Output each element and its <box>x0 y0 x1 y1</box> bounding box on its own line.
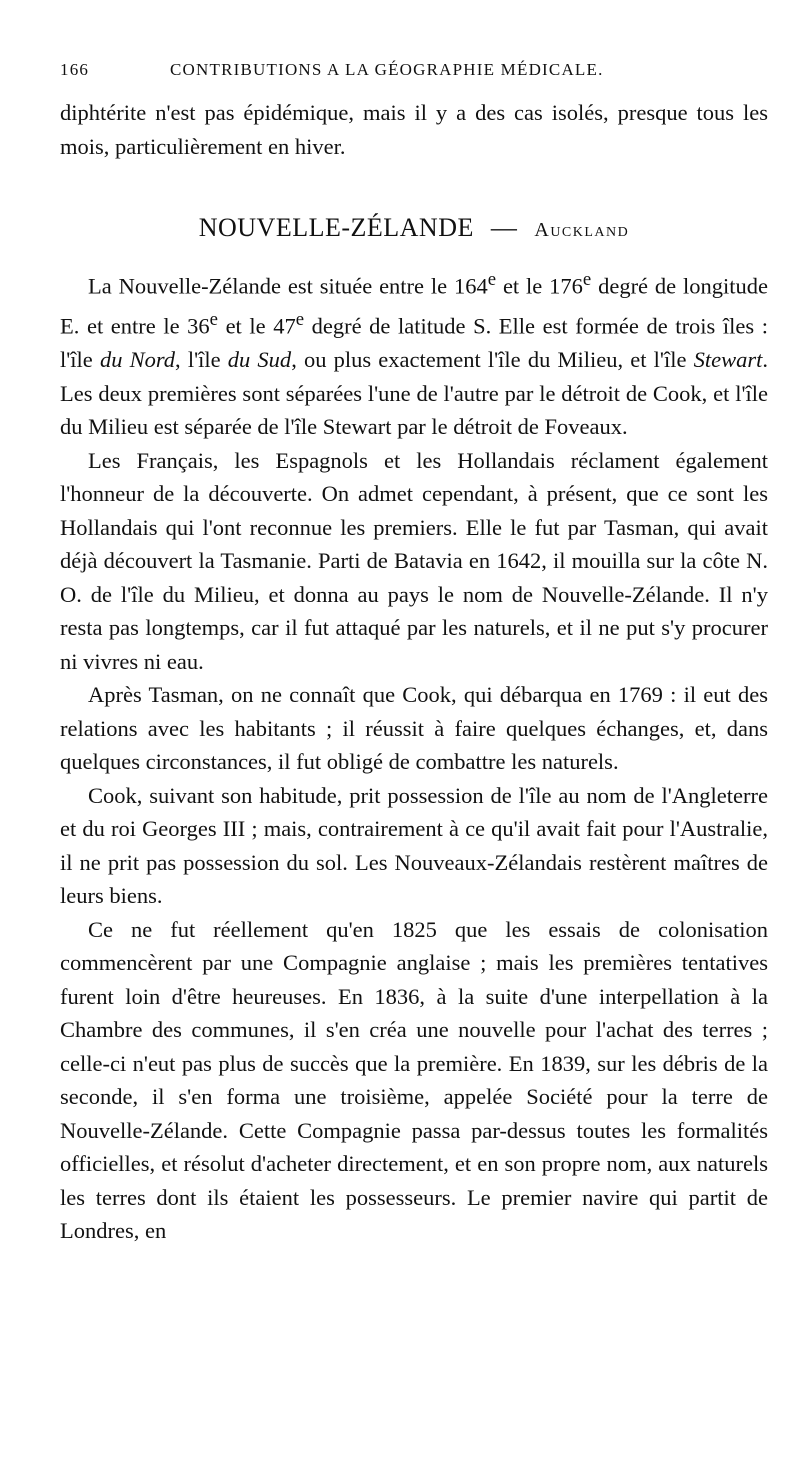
paragraph-3: Après Tasman, on ne connaît que Cook, qui débarqua en 1769 : il eut des relations avec les habitants ; il réussit à faire quelques échanges, et, dans quelques circonstances, il fut obligé de combattre les naturels. <box>60 682 768 774</box>
paragraph-1 <box>60 263 768 444</box>
p1-text-g: , ou plus exactement l'île du Milieu, et l'île <box>291 347 694 372</box>
section-separator: — <box>490 213 518 242</box>
paragraph-5: Ce ne fut réellement qu'en 1825 que les essais de colonisation commencèrent par une Compagnie anglaise ; mais les premières tentatives furent loin d'être heureuses. En 1836, à la suite d'une interpellation à la Chambre des communes, il s'en créa une nouvelle pour l'achat des terres ; celle-ci n'eut pas plus de succès que la première. En 1839, sur les débris de la seconde, il s'en forma une troisième, appelée Société pour la terre de Nouvelle-Zélande. Cette Compagnie passa par-dessus toutes les formalités officielles, et résolut d'acheter directement, et en son propre nom, aux naturels les terres dont ils étaient les possesseurs. Le premier navire qui partit de Londres, en <box>60 916 768 1243</box>
paragraph-2: Les Français, les Espagnols et les Hollandais réclament également l'honneur de la découverte. On admet cependant, à présent, que ce sont les Hollandais qui l'ont reconnue les premiers. Elle le fut par Tasman, qui avait déjà découvert la Tasmanie. Parti de Batavia en 1642, il mouilla sur la côte N. O. de l'île du Milieu, et donna au pays le nom de Nouvelle-Zélande. Il n'y resta pas longtemps, car il fut attaqué par les naturels, et il ne put s'y procurer ni vivres ni eau. <box>60 447 768 674</box>
section-heading <box>60 213 768 243</box>
p1-sup-2: e <box>582 269 592 290</box>
p1-italic-stewart: Stewart <box>693 347 763 372</box>
p1-text-h: . Les deux premières sont séparées l'une de l'autre par le détroit de Cook, et l'île du Milieu est séparée de l'île Stewart par le détroit de Foveaux. <box>60 347 768 439</box>
p1-italic-du-sud: du Sud <box>227 347 292 372</box>
p1-text-e: degré de latitude S. Elle est formée de trois îles : l'île <box>60 313 768 372</box>
p1-sup-1: e <box>487 269 497 290</box>
p1-sup-3: e <box>209 309 218 330</box>
p1-text-f: , l'île <box>175 347 228 372</box>
intro-paragraph: diphtérite n'est pas épidémique, mais il y a des cas isolés, presque tous les mois, particulièrement en hiver. <box>60 100 768 159</box>
page <box>60 60 768 1248</box>
p1-italic-du-nord: du Nord <box>99 347 176 372</box>
p1-text-d: et le 47 <box>217 313 296 339</box>
p1-sup-4: e <box>295 309 305 330</box>
section-place: Auckland <box>534 219 630 241</box>
paragraph-4: Cook, suivant son habitude, prit possession de l'île au nom de l'Angleterre et du roi Georges III ; mais, contrairement à ce qu'il avait fait pour l'Australie, il ne prit pas possession du sol. Les Nouveaux-Zélandais restèrent maîtres de leurs biens. <box>60 782 768 908</box>
page-number: 166 <box>60 60 90 79</box>
page-header <box>60 60 768 96</box>
p1-text-a: La Nouvelle-Zélande est située entre le 164 <box>88 273 488 299</box>
running-head: CONTRIBUTIONS A LA GÉOGRAPHIE MÉDICALE. <box>170 60 604 79</box>
section-title: NOUVELLE-ZÉLANDE <box>198 213 474 242</box>
body-text <box>60 263 768 1248</box>
p1-text-b: et le 176 <box>496 273 583 299</box>
p1-text-c: degré de longitude E. et entre le 36 <box>60 273 768 339</box>
intro-section <box>60 96 768 163</box>
